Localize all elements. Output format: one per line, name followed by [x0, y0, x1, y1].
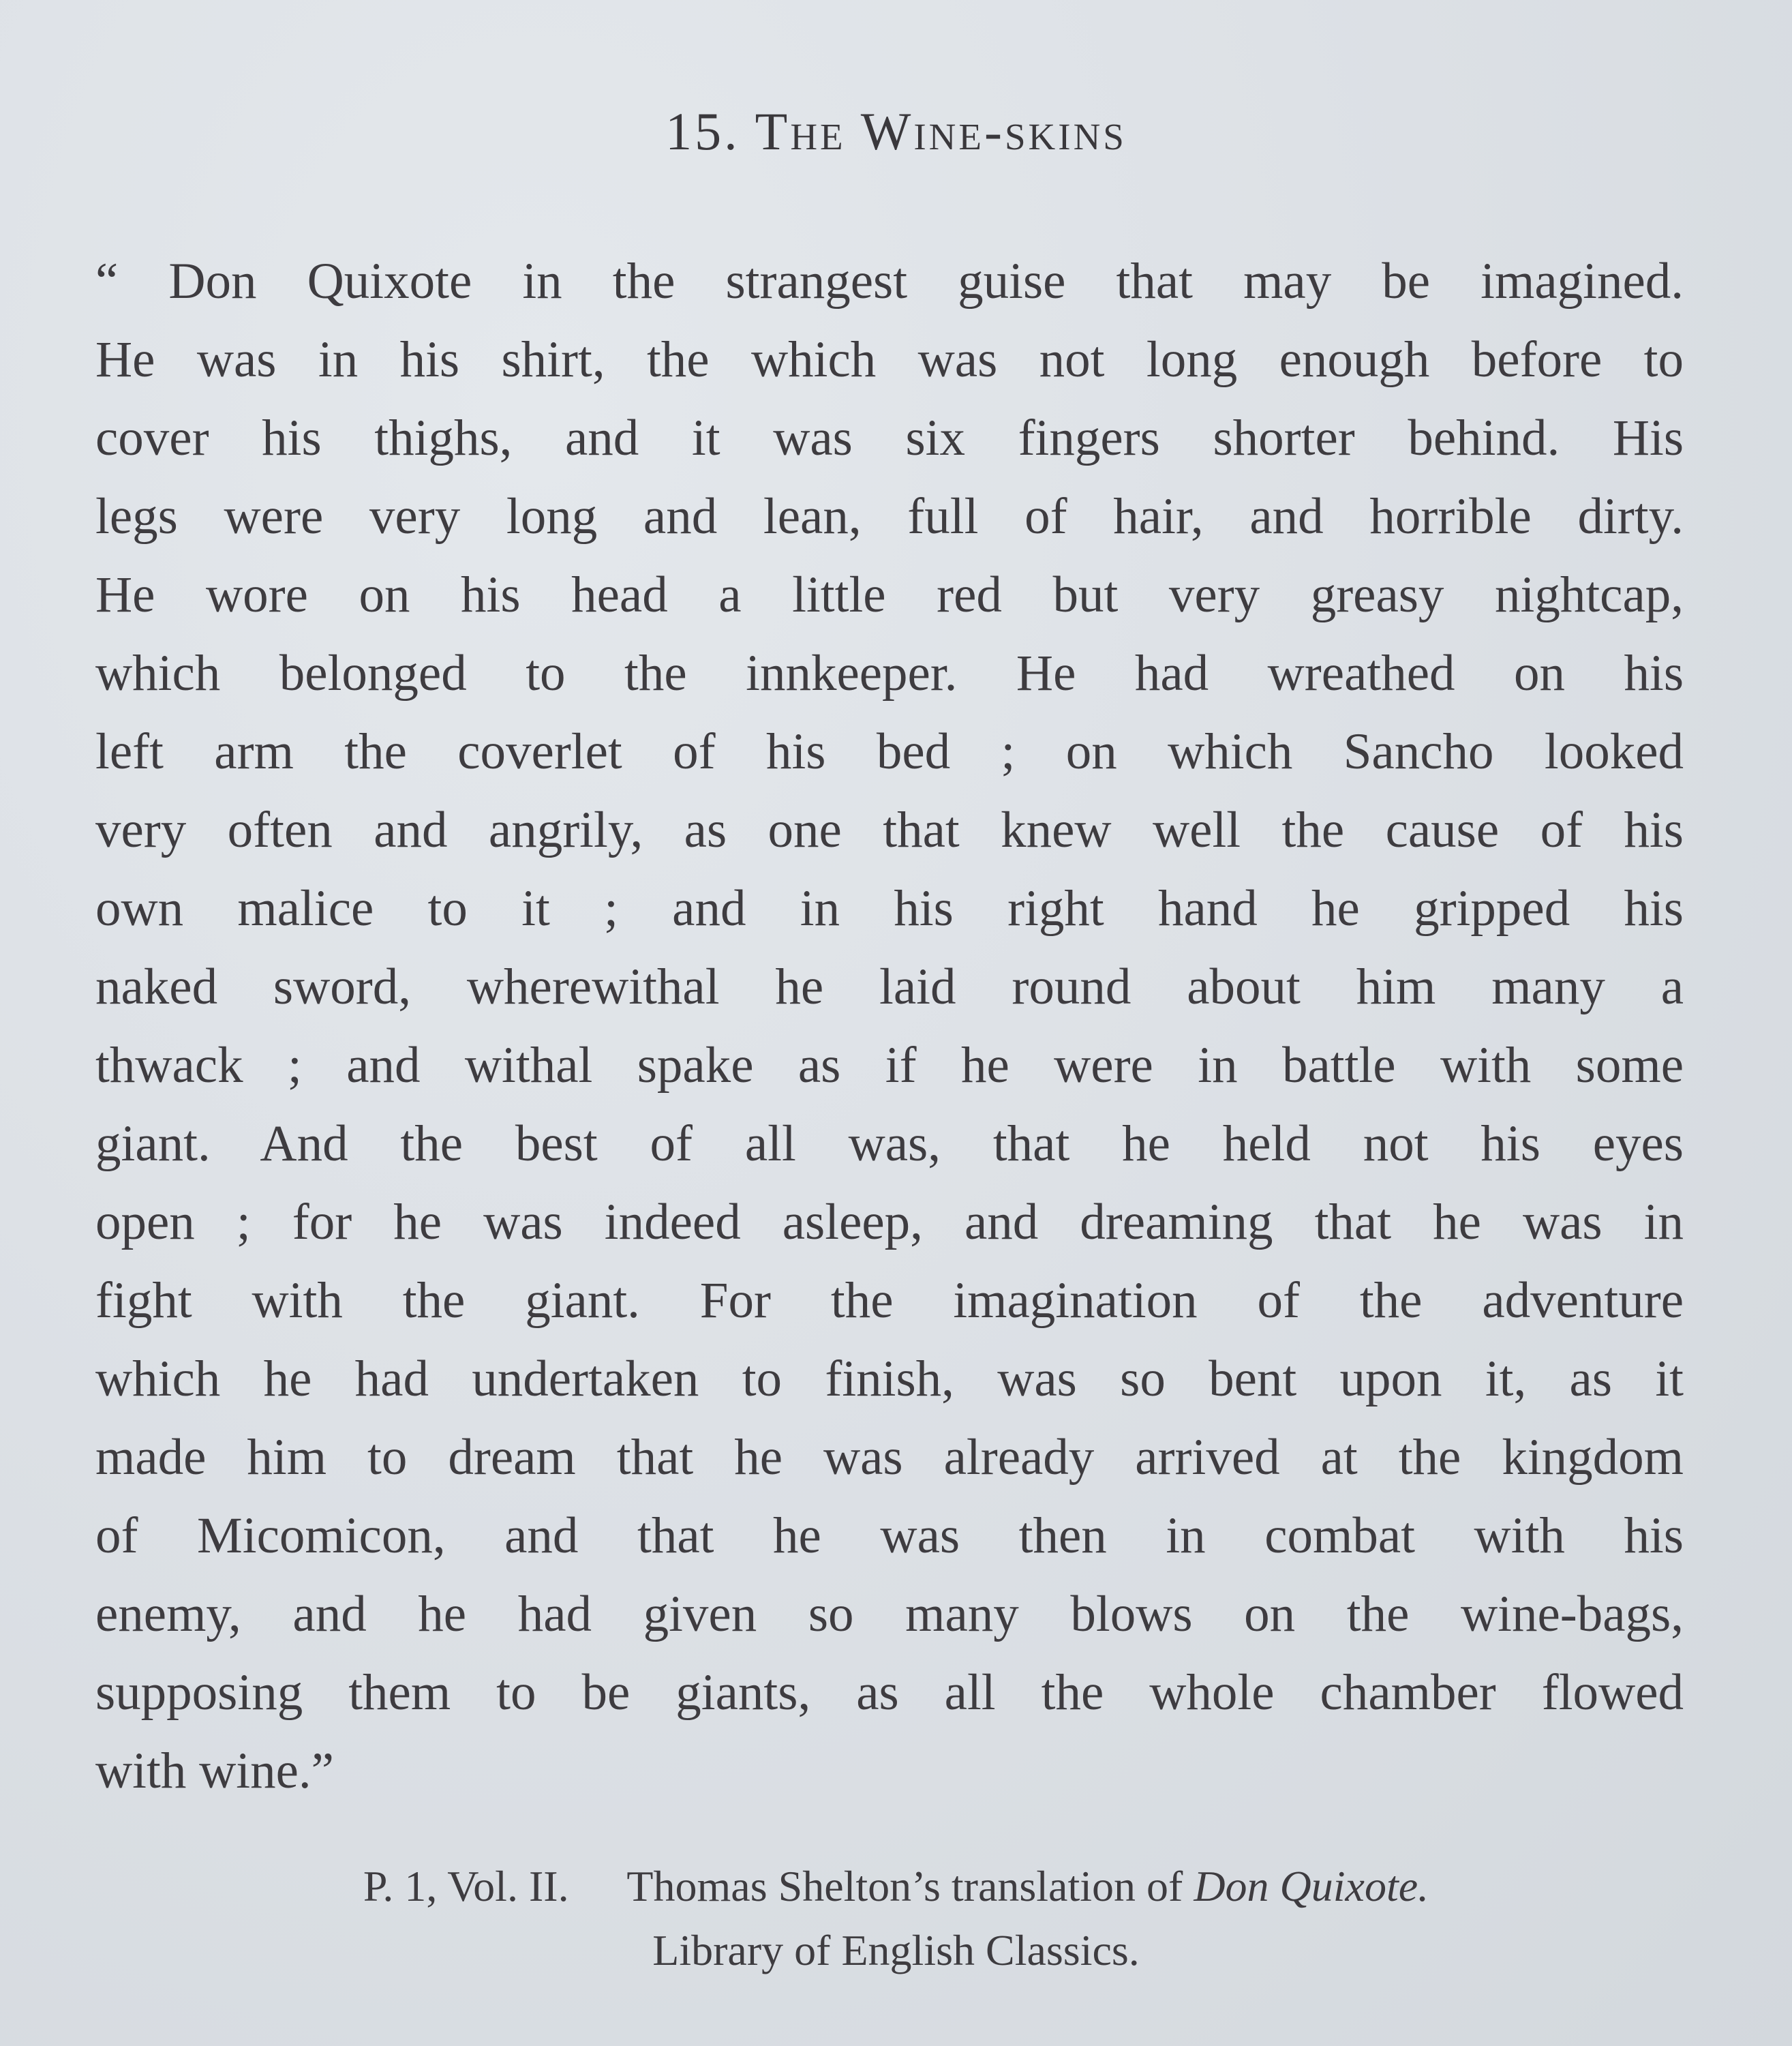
text-line: of Micomicon, and that he was then in combat with his	[95, 1507, 1684, 1564]
text-line: which he had undertaken to finish, was so bent upon it, as it	[95, 1351, 1684, 1407]
chapter-heading: 15. The Wine-skins	[665, 102, 1127, 161]
citation-translation: Thomas Shelton’s translation of	[626, 1862, 1183, 1910]
text-line: very often and angrily, as one that knew well the cause of his	[95, 802, 1684, 858]
text-line: fight with the giant. For the imagination of the adventure	[95, 1272, 1684, 1329]
text-line: made him to dream that he was already arrived at the kingdom	[95, 1429, 1684, 1486]
text-line: “ Don Quixote in the strangest guise that may be imagined.	[95, 253, 1684, 310]
citation-reference: P. 1, Vol. II.	[363, 1862, 569, 1910]
text-line: which belonged to the innkeeper. He had wreathed on his	[95, 645, 1684, 702]
citation-work-title: Don Quixote.	[1194, 1862, 1429, 1910]
text-line: enemy, and he had given so many blows on the wine-bags,	[95, 1586, 1684, 1642]
text-line: thwack ; and withal spake as if he were in battle with some	[95, 1037, 1684, 1094]
text-line: own malice to it ; and in his right hand he gripped his	[95, 880, 1684, 937]
text-line: open ; for he was indeed asleep, and dreaming that he was in	[95, 1194, 1684, 1250]
text-line: with wine.”	[95, 1743, 334, 1799]
text-line: legs were very long and lean, full of hair, and horrible dirty.	[95, 488, 1684, 545]
text-line: giant. And the best of all was, that he held not his eyes	[95, 1115, 1684, 1172]
text-line: left arm the coverlet of his bed ; on which Sancho looked	[95, 723, 1684, 780]
citation	[0, 1854, 1792, 1983]
citation-series: Library of English Classics.	[652, 1926, 1140, 1974]
quotation-body	[95, 242, 1684, 1810]
citation-line-1	[0, 1854, 1792, 1919]
text-line: He was in his shirt, the which was not long enough before to	[95, 331, 1684, 388]
text-line: naked sword, wherewithal he laid round about him many a	[95, 959, 1684, 1015]
text-line: He wore on his head a little red but very greasy nightcap,	[95, 567, 1684, 623]
text-line: supposing them to be giants, as all the whole chamber flowed	[95, 1664, 1684, 1721]
text-line: cover his thighs, and it was six fingers shorter behind. His	[95, 410, 1684, 466]
